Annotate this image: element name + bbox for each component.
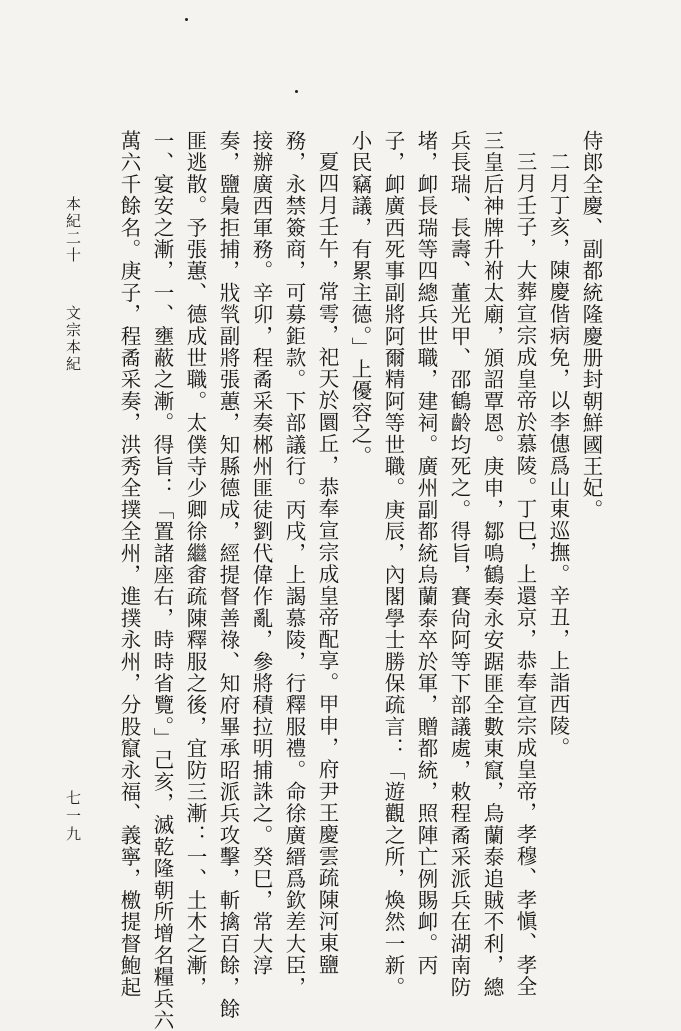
text-column-4: 三皇后神牌升祔太廟，頒詔覃恩。庚申，鄒鳴鶴奏永安踞匪全數東竄，烏蘭泰追賊不利，總	[480, 130, 504, 998]
print-speck	[295, 90, 298, 93]
text-column-12: 奏，鹽梟拒捕，戕㷀副將張蕙，知縣德成，經提督善祿、知府畢承昭派兵攻擊，斬擒百餘，餘	[216, 130, 240, 1020]
print-speck	[185, 18, 188, 21]
text-column-15: 萬六千餘名。庚子，程矞采奏，洪秀全撲全州，進撲永州，分股竄永福、義寧，檄提督鮑起	[117, 130, 141, 998]
text-column-1: 侍郎全慶、副都統隆慶册封朝鮮國王妃。	[579, 130, 603, 521]
page-number: 七一九	[64, 790, 82, 844]
text-column-3: 三月壬子，大葬宣宗成皇帝於慕陵。丁巳，上還京，恭奉宣宗成皇帝，孝穆、孝愼、孝全	[513, 151, 537, 998]
text-column-13: 匪逃散。予張蕙、德成世職。太僕寺少卿徐繼畬疏陳釋服之後，宜防三漸：一、土木之漸，	[183, 130, 207, 998]
text-column-2: 二月丁亥，陳慶偕病免，以李僡爲山東巡撫。辛丑，上詣西陵。	[546, 151, 570, 759]
text-column-5: 兵長瑞、長壽、董光甲、邵鶴齡均死之。得旨，賽尙阿等下部議處，敕程矞采派兵在湖南防	[447, 130, 471, 998]
text-column-10: 務，永禁簽商，可募鉅款。下部議行。丙戌，上謁慕陵，行釋服禮。命徐廣縉爲欽差大臣，	[282, 130, 306, 998]
text-column-8: 小民竊議，有累主德。」上優容之。	[348, 130, 372, 467]
text-column-9: 夏四月壬午，常雩，祀天於圜丘，恭奉宣宗成皇帝配享。甲申，府尹王慶雲疏陳河東鹽	[315, 151, 339, 976]
text-column-6: 堵，卹長瑞等四總兵世職，建祠。廣州副都統烏蘭泰卒於軍，贈都統，照陣亡例賜卹。丙	[414, 130, 438, 977]
text-column-7: 子，卹廣西死事副將阿爾精阿等世職。庚辰，內閣學士勝保疏言：「遊觀之所，煥然一新。	[381, 130, 405, 998]
running-head-right: 文宗本紀	[64, 305, 82, 373]
text-column-11: 接辦廣西軍務。辛卯，程矞采奏郴州匪徒劉代偉作亂，參將積拉明捕誅之。癸巳，常大淳	[249, 130, 273, 977]
text-column-14: 一、宴安之漸，一、壅蔽之漸。得旨：「置諸座右，時時省覽。」己亥，滅乾隆朝所增名糧兵六	[150, 130, 174, 1031]
running-head-left: 本紀二十	[64, 196, 82, 264]
